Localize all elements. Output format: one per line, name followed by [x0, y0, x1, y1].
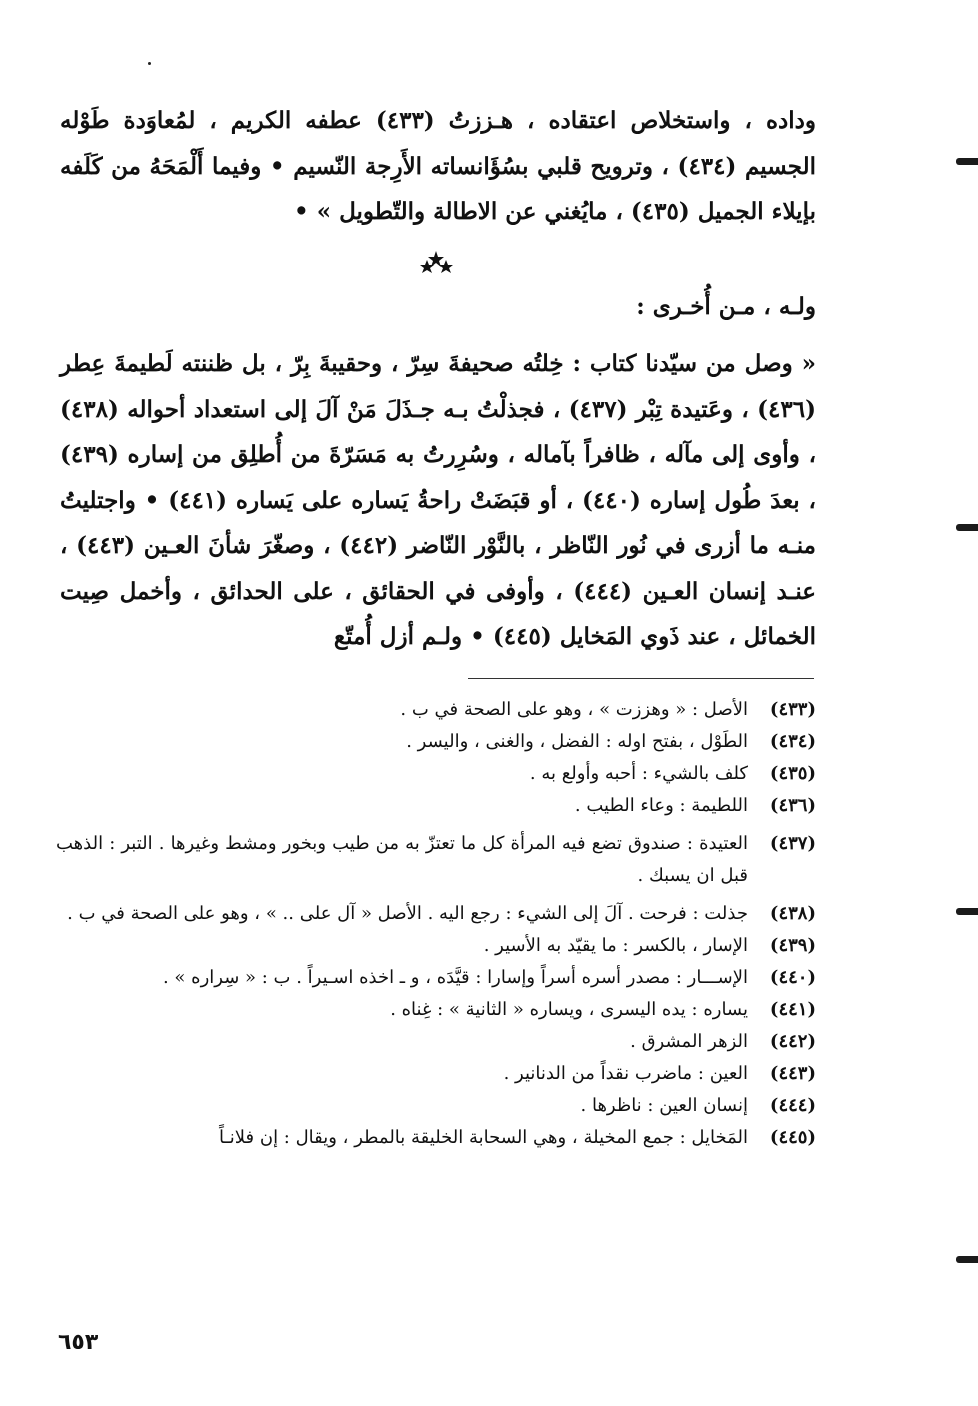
footnote-number: (٤٤٤)	[769, 1095, 816, 1116]
footnote-text: الزهر المشرق .	[630, 1031, 748, 1052]
main-text-paragraph-1	[60, 98, 816, 235]
section-heading: ولـه ، مـن أُخـرى :	[636, 293, 816, 320]
footnote-text: كلف بالشيء : أحبه وأولع به .	[529, 763, 748, 784]
footnote-number: (٤٣٧)	[769, 833, 816, 854]
footnote-number: (٤٤٠)	[769, 967, 816, 988]
footnote-text: جذلت : فرحت . آلَ إلى الشيء : رجع اليه . الأصل « آل على .. » ، وهو على الصحة في ب .	[67, 903, 748, 924]
footnote-item	[56, 790, 816, 822]
footnote-number: (٤٣٥)	[769, 763, 816, 784]
footnote-text: يساره : يده اليسرى ، ويساره « الثانية » : غِناه .	[390, 999, 748, 1020]
footnote-number: (٤٣٤)	[769, 731, 816, 752]
footnote-number: (٤٤٥)	[769, 1127, 816, 1148]
footnote-text: المَخايل : جمع المخيلة ، وهي السحابة الخليقة بالمطر ، ويقال : إن فلانـاً	[219, 1127, 748, 1148]
footnotes-list	[56, 694, 816, 1154]
ink-speck	[148, 62, 151, 65]
footnote-item	[56, 758, 816, 790]
footnote-text: الطَوْل ، بفتح اوله : الفضل ، والغنى ، واليسر .	[406, 731, 748, 752]
footnote-separator	[468, 678, 814, 679]
binding-mark	[956, 524, 978, 531]
footnote-item	[56, 930, 816, 962]
binding-mark	[956, 908, 978, 915]
footnote-text: الإسار ، بالكسر : ما يقيّد به الأسير .	[483, 935, 748, 956]
footnote-item	[56, 694, 816, 726]
footnote-text: إنسان العين : ناظرها .	[580, 1095, 748, 1116]
binding-mark	[956, 1256, 978, 1263]
footnote-item	[56, 828, 816, 892]
footnote-item	[56, 1122, 816, 1154]
footnote-number: (٤٣٨)	[769, 903, 816, 924]
paragraph-text: « وصل من سيّدنا كتاب : خِلتُه صحيفةَ سِرّ ، وحقيبةَ بِرّ ، بل ظننته لَطيمةَ عِطر (٤٣٦) ، وعَتيدة تِبْر (٤٣٧) ، فجذلْتُ بـه جـذَلَ مَنْ آلَ إلى استعداد أحواله (٤٣٨) ، وأوى إلى مآله ، ظافراً بآماله ، وسُرِرتُ به مَسَرّةَ من أُطلِق من إساره (٤٣٩) ، بعدَ طُول إساره (٤٤٠) ، أو قبَضَتْ راحةُ يَساره على يَساره (٤٤١) • واجتليتُ منـه ما أزرى في نُور النّاظر ، بالنَّوْر النّاضر (٤٤٢) ، وصغّرَ شأنَ العـين (٤٤٣) ، عنـد إنسان العـين (٤٤٤) ، وأوفى في الحقائق ، على الحدائق ، وأخمل صِيت الخمائل ، عند ذَوي المَخايل (٤٤٥) • ولـم أزل أُمتّع	[60, 350, 816, 650]
section-divider-stars-icon	[416, 250, 456, 276]
footnote-item	[56, 1090, 816, 1122]
footnote-item	[56, 994, 816, 1026]
footnote-number: (٤٤٣)	[769, 1063, 816, 1084]
footnote-item	[56, 1026, 816, 1058]
footnote-text: العين : ماضرب نقداً من الدنانير .	[503, 1063, 748, 1084]
binding-mark	[956, 158, 978, 165]
paragraph-text: وداده ، واستخلاص اعتقاده ، هـززتُ (٤٣٣) عطفه الكريم ، لمُعاوَدة طَوْله الجسيم (٤٣٤) ، وترويح قلبي بسُؤَانساته الأَرِجة النّسيم • وفيما أَلْمَحَهُ من كَلَفه بإيلاء الجميل (٤٣٥) ، مايُغني عن الاطالة والتّطويل » •	[60, 107, 816, 225]
footnote-item	[56, 726, 816, 758]
footnote-item	[56, 898, 816, 930]
footnote-text: العتيدة : صندوق تضع فيه المرأة كل ما تعتزّ به من طيب وبخور ومشط وغيرها . التبر : الذهب قبل ان يسبك .	[56, 833, 748, 886]
footnote-text: اللطيمة : وعاء الطيب .	[574, 795, 748, 816]
footnote-number: (٤٣٦)	[769, 795, 816, 816]
footnote-number: (٤٣٣)	[769, 699, 816, 720]
footnote-number: (٤٣٩)	[769, 935, 816, 956]
footnote-number: (٤٤٢)	[769, 1031, 816, 1052]
footnote-item	[56, 1058, 816, 1090]
page-number: ٦٥٣	[58, 1330, 99, 1355]
footnote-number: (٤٤١)	[769, 999, 816, 1020]
footnote-text: الإســـار : مصدر أسره أسراً وإسارا : قيَّدَه ، و ـ اخذه اسـيراً . ب : « سِراره » .	[162, 967, 748, 988]
footnote-item	[56, 962, 816, 994]
main-text-paragraph-2	[60, 341, 816, 660]
footnote-text: الأصل : « وهززت » ، وهو على الصحة في ب .	[400, 699, 748, 720]
